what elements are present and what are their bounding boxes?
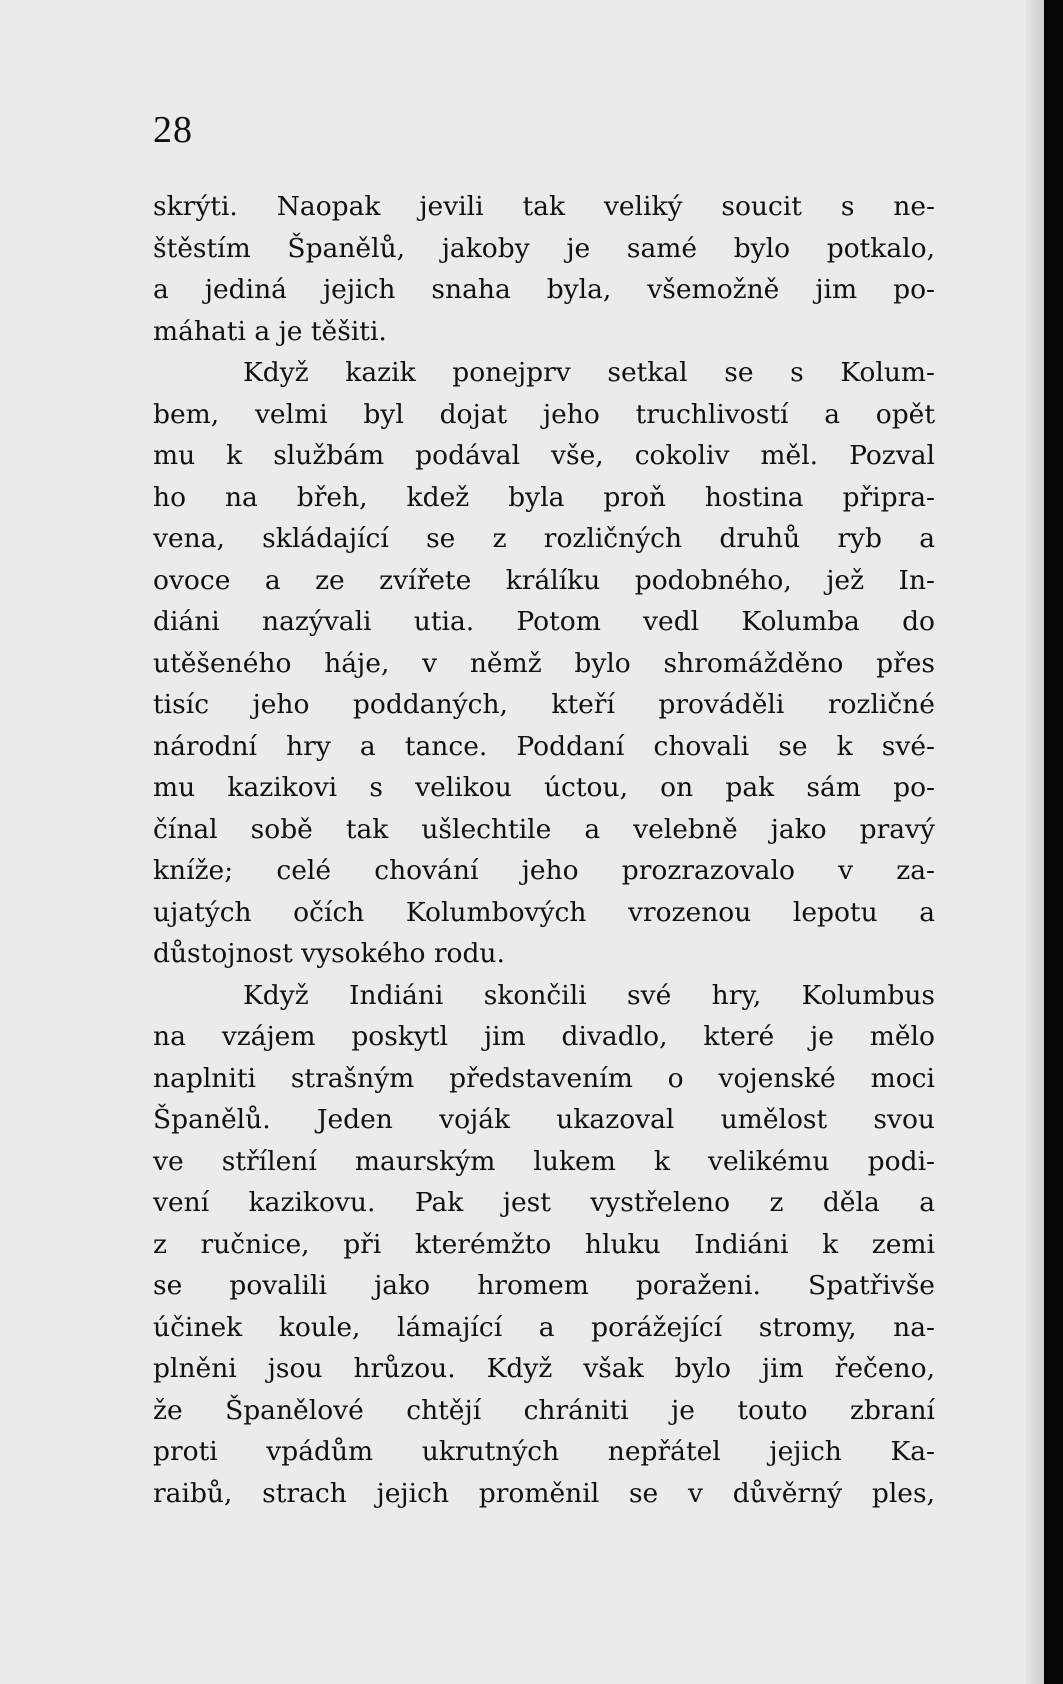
- text-line: skrýti. Naopak jevili tak veliký soucit s ne-: [153, 191, 935, 222]
- text-line: ovoce a ze zvířete králíku podobného, jež In-: [153, 564, 935, 596]
- text-line: čínal sobě tak ušlechtile a velebně jako pravý: [153, 813, 935, 845]
- text-line: raibů, strach jejich proměnil se v důvěrný ples,: [153, 1477, 935, 1509]
- text-line: ve střílení maurským lukem k velikému podi-: [153, 1145, 935, 1177]
- text-line: národní hry a tance. Poddaní chovali se k své-: [153, 730, 935, 762]
- text-line: ho na břeh, kdež byla proň hostina připra-: [153, 481, 935, 513]
- text-line: z ručnice, při kterémžto hluku Indiáni k zemi: [153, 1228, 935, 1260]
- text-line: že Španělové chtějí chrániti je touto zbraní: [153, 1394, 935, 1426]
- text-line: diáni nazývali utia. Potom vedl Kolumba do: [153, 606, 935, 637]
- text-line: tisíc jeho poddaných, kteří prováděli rozličné: [153, 689, 935, 720]
- text-line: a jediná jejich snaha byla, všemožně jim po-: [153, 274, 935, 305]
- paragraph-first-line: Když kazik ponejprv setkal se s Kolum-: [243, 357, 935, 388]
- text-line: vení kazikovu. Pak jest vystřeleno z děla a: [153, 1187, 935, 1218]
- text-line: kníže; celé chování jeho prozrazovalo v za-: [153, 855, 935, 886]
- text-line: důstojnost vysokého rodu.: [153, 938, 505, 969]
- book-binding-edge: [1044, 0, 1063, 1684]
- body-text: [153, 186, 935, 1514]
- text-line: štěstím Španělů, jakoby je samé bylo potkalo,: [153, 232, 935, 264]
- text-line: máhati a je těšiti.: [153, 315, 387, 347]
- text-line: ujatých očích Kolumbových vrozenou lepotu a: [153, 896, 935, 928]
- text-line: mu kazikovi s velikou úctou, on pak sám po-: [153, 772, 935, 803]
- page-edge-shadow: [1026, 0, 1044, 1684]
- text-line: naplniti strašným představením o vojenské moci: [153, 1062, 935, 1094]
- text-line: mu k službám podával vše, cokoliv měl. Pozval: [153, 440, 935, 471]
- text-line: utěšeného háje, v němž bylo shromážděno přes: [153, 647, 935, 679]
- text-line: Španělů. Jeden voják ukazoval umělost svou: [153, 1104, 935, 1135]
- text-line: vena, skládající se z rozličných druhů ryb a: [153, 523, 935, 554]
- text-line: na vzájem poskytl jim divadlo, které je mělo: [153, 1021, 935, 1052]
- text-line: bem, velmi byl dojat jeho truchlivostí a opět: [153, 398, 935, 430]
- text-line: plněni jsou hrůzou. Když však bylo jim řečeno,: [153, 1353, 935, 1384]
- text-line: se povalili jako hromem poraženi. Spatřivše: [153, 1270, 935, 1301]
- page-number: 28: [153, 109, 193, 151]
- text-line: proti vpádům ukrutných nepřátel jejich Ka-: [153, 1436, 935, 1467]
- text-line: účinek koule, lámající a porážející stromy, na-: [153, 1311, 935, 1343]
- paragraph-first-line: Když Indiáni skončili své hry, Kolumbus: [243, 979, 935, 1011]
